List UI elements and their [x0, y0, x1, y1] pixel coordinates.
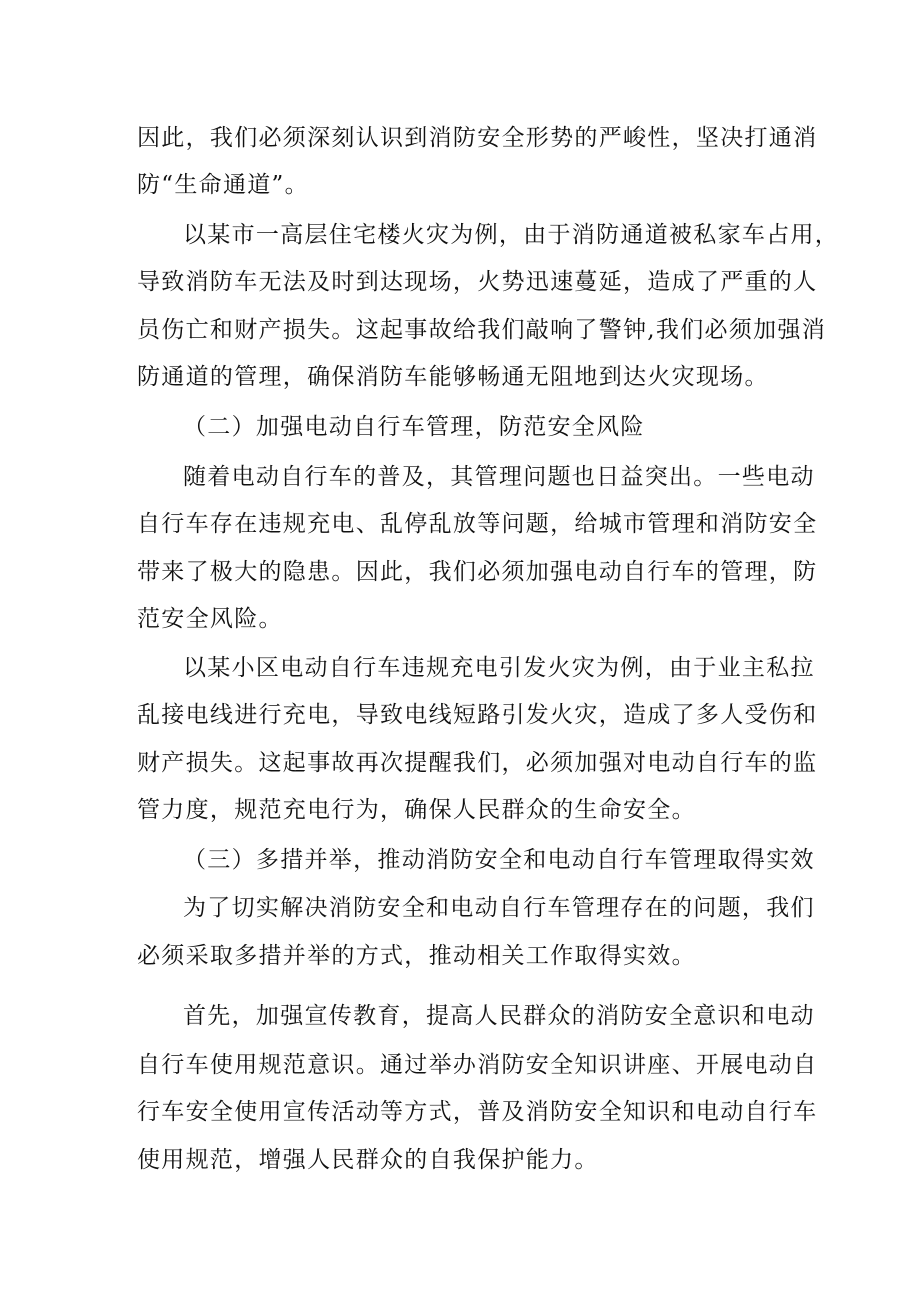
section-heading: （二）加强电动自行车管理，防范安全风险 — [183, 414, 645, 440]
text-line: 员伤亡和财产损失。这起事故给我们敲响了警钟,我们必须加强消 — [137, 317, 827, 343]
text-line: 乱接电线进行充电，导致电线短路引发火灾，造成了多人受伤和 — [137, 702, 818, 728]
text-line: 范安全风险。 — [137, 606, 283, 632]
section-heading: （三）多措并举，推动消防安全和电动自行车管理取得实效 — [183, 847, 815, 873]
text-line: 为了切实解决消防安全和电动自行车管理存在的问题，我们 — [183, 895, 815, 921]
text-line: 导致消防车无法及时到达现场，火势迅速蔓延，造成了严重的人 — [137, 269, 818, 295]
text-line: 财产损失。这起事故再次提醒我们，必须加强对电动自行车的监 — [137, 750, 818, 776]
text-line: 行车安全使用宣传活动等方式，普及消防安全知识和电动自行车 — [137, 1099, 818, 1125]
text-line: 以某小区电动自行车违规充电引发火灾为例，由于业主私拉 — [183, 655, 815, 681]
text-line: 防通道的管理，确保消防车能够畅通无阻地到达火灾现场。 — [137, 364, 769, 390]
text-line: 首先，加强宣传教育，提高人民群众的消防安全意识和电动 — [183, 1003, 815, 1029]
text-line: 必须采取多措并举的方式，推动相关工作取得实效。 — [137, 943, 696, 969]
text-line: 以某市一高层住宅楼火灾为例，由于消防通道被私家车占用， — [183, 222, 840, 248]
text-line: 随着电动自行车的普及，其管理问题也日益突出。一些电动 — [183, 464, 815, 490]
text-line: 自行车存在违规充电、乱停乱放等问题，给城市管理和消防安全 — [137, 511, 818, 537]
text-line: 使用规范，增强人民群众的自我保护能力。 — [137, 1147, 599, 1173]
text-line: 自行车使用规范意识。通过举办消防安全知识讲座、开展电动自 — [137, 1052, 818, 1078]
text-line: 带来了极大的隐患。因此，我们必须加强电动自行车的管理，防 — [137, 559, 818, 585]
text-line: 因此，我们必须深刻认识到消防安全形势的严峻性，坚决打通消 — [137, 125, 818, 151]
text-line: 防“生命通道”。 — [137, 172, 309, 198]
text-line: 管力度，规范充电行为，确保人民群众的生命安全。 — [137, 797, 696, 823]
